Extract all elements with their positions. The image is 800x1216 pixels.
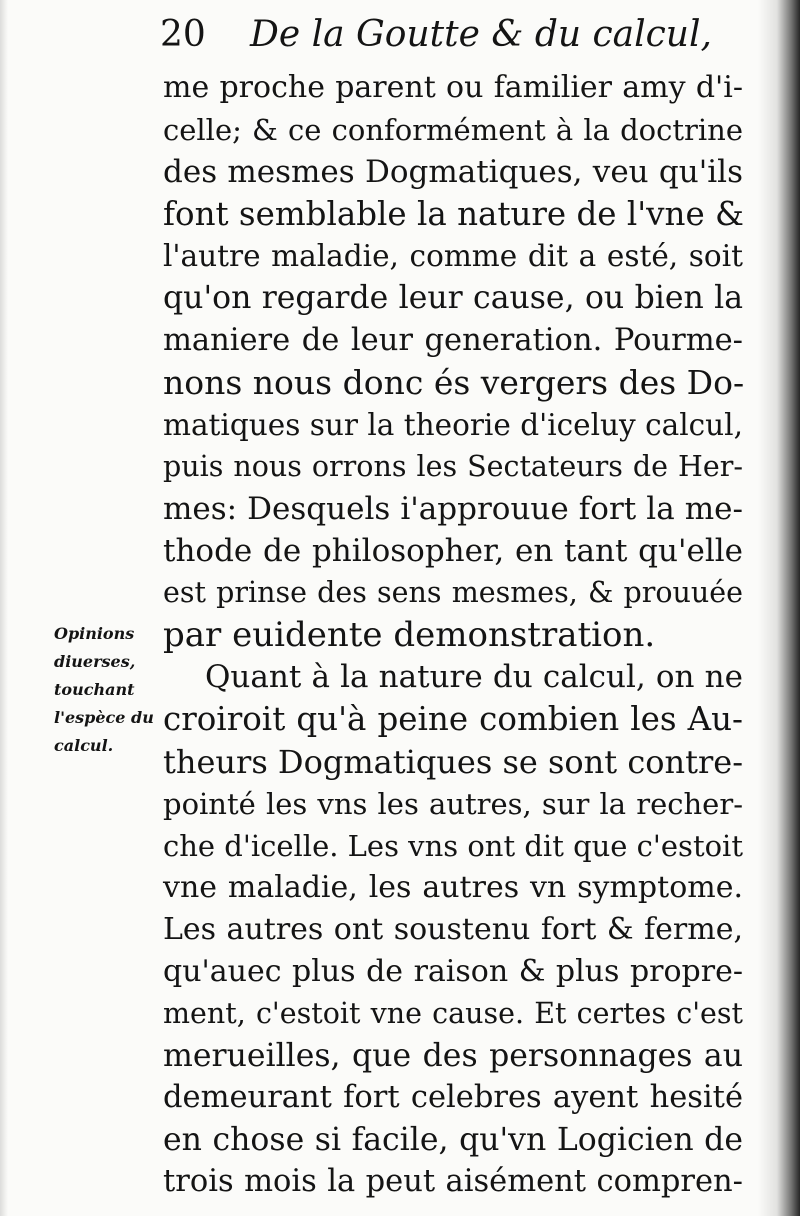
text-line: puis nous orrons les Sectateurs de Her- <box>163 449 743 483</box>
marginal-note <box>54 620 158 760</box>
text-line: est prinse des sens mesmes, & prouuée <box>163 576 743 610</box>
text-line: nons nous donc és vergers des Do- <box>163 362 745 402</box>
text-line: des mesmes Dogmatiques, veu qu'ils <box>163 154 743 191</box>
text-line: vne maladie, les autres vn symptome. <box>163 869 743 905</box>
marginal-note-line: touchant <box>54 680 135 699</box>
page-gutter-shadow <box>758 0 800 1216</box>
text-line: en chose si facile, qu'vn Logicien de <box>163 1122 743 1159</box>
text-line: merueilles, que des personnages au <box>163 1038 743 1075</box>
text-line: par euidente demonstration. <box>163 615 656 656</box>
text-line: qu'on regarde leur cause, ou bien la <box>163 280 743 317</box>
text-line: pointé les vns les autres, sur la recher- <box>163 786 743 821</box>
text-line: me proche parent ou familier amy d'i- <box>163 70 743 105</box>
text-line: mes: Desquels i'approuue fort la me- <box>163 490 743 527</box>
running-title: De la Goutte & du calcul, <box>250 14 712 55</box>
body-text <box>163 67 743 1204</box>
text-line: font semblable la nature de l'vne & <box>163 195 744 234</box>
page-number: 20 <box>160 14 206 55</box>
text-line: l'autre maladie, comme dit a esté, soit <box>163 239 743 274</box>
text-line: celle; & ce conformément à la doctrine <box>163 113 743 148</box>
text-line: qu'auec plus de raison & plus propre- <box>163 953 743 989</box>
paragraph-start-line: Quant à la nature du calcul, on ne <box>205 659 743 696</box>
marginal-note-line: diuerses, <box>54 652 136 671</box>
text-line: matiques sur la theorie d'iceluy calcul, <box>163 407 743 442</box>
running-head <box>160 10 720 60</box>
text-line: ment, c'estoit vne cause. Et certes c'est <box>163 997 743 1031</box>
text-line: theurs Dogmatiques se sont contre- <box>163 742 744 781</box>
text-line: maniere de leur generation. Pourme- <box>163 322 743 358</box>
text-line: trois mois la peut aisément compren- <box>163 1164 743 1200</box>
marginal-note-line: calcul. <box>54 736 114 755</box>
page-left-edge-shadow <box>0 0 8 1216</box>
marginal-note-line: Opinions <box>54 624 135 643</box>
text-line: che d'icelle. Les vns ont dit que c'estoit <box>163 828 743 863</box>
text-line: Les autres ont soustenu fort & ferme, <box>163 911 743 947</box>
marginal-note-line: l'espèce du <box>54 708 154 727</box>
text-line: demeurant fort celebres ayent hesité <box>163 1080 743 1116</box>
text-line: croiroit qu'à peine combien les Au- <box>163 700 743 739</box>
text-line: thode de philosopher, en tant qu'elle <box>163 533 743 570</box>
